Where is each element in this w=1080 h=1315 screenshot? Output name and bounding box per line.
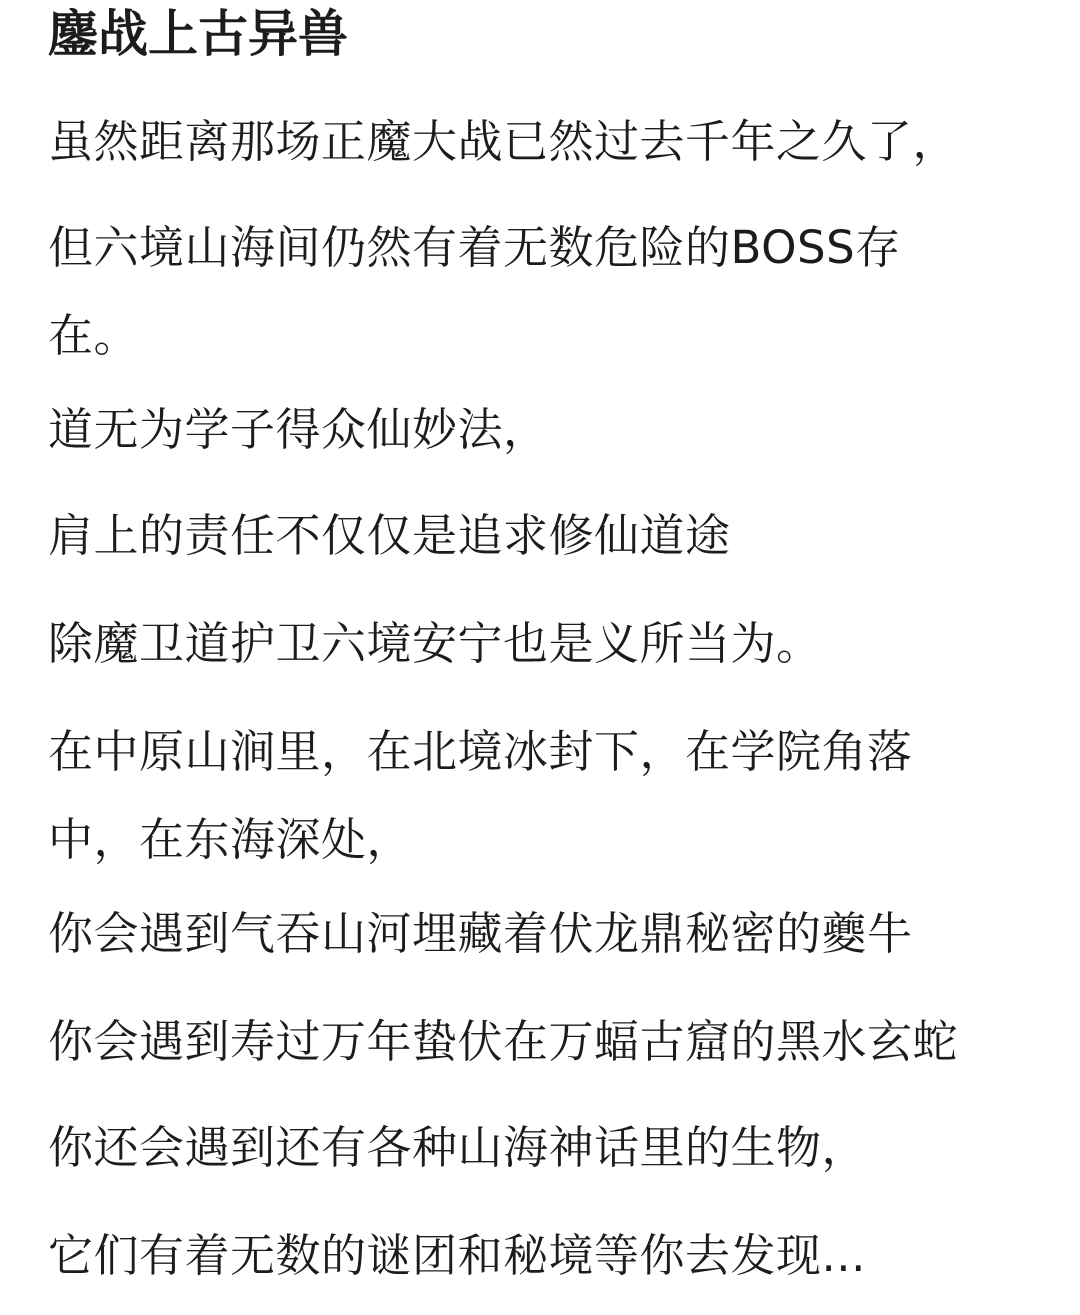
paragraph-line: 它们有着无数的谜团和秘境等你去发现... [48, 1229, 866, 1282]
paragraph-line: 在中原山涧里，在北境冰封下，在学院角落 [48, 725, 913, 778]
article-title: 鏖战上古异兽 [48, 5, 348, 63]
paragraph-line: 除魔卫道护卫六境安宁也是义所当为。 [48, 617, 822, 670]
paragraph-line: 中，在东海深处， [48, 813, 413, 866]
paragraph-line: 肩上的责任不仅仅是追求修仙道途 [48, 509, 731, 562]
paragraph-line: 你会遇到气吞山河埋藏着伏龙鼎秘密的夔牛 [48, 907, 913, 960]
paragraph-line: 但六境山海间仍然有着无数危险的BOSS存 [48, 221, 901, 274]
paragraph-line: 在。 [48, 309, 140, 362]
paragraph-line: 道无为学子得众仙妙法， [48, 403, 549, 456]
paragraph-line: 你会遇到寿过万年蛰伏在万蝠古窟的黑水玄蛇 [48, 1015, 959, 1068]
paragraph-line: 虽然距离那场正魔大战已然过去千年之久了， [48, 115, 959, 168]
paragraph-line: 你还会遇到还有各种山海神话里的生物， [48, 1121, 868, 1174]
